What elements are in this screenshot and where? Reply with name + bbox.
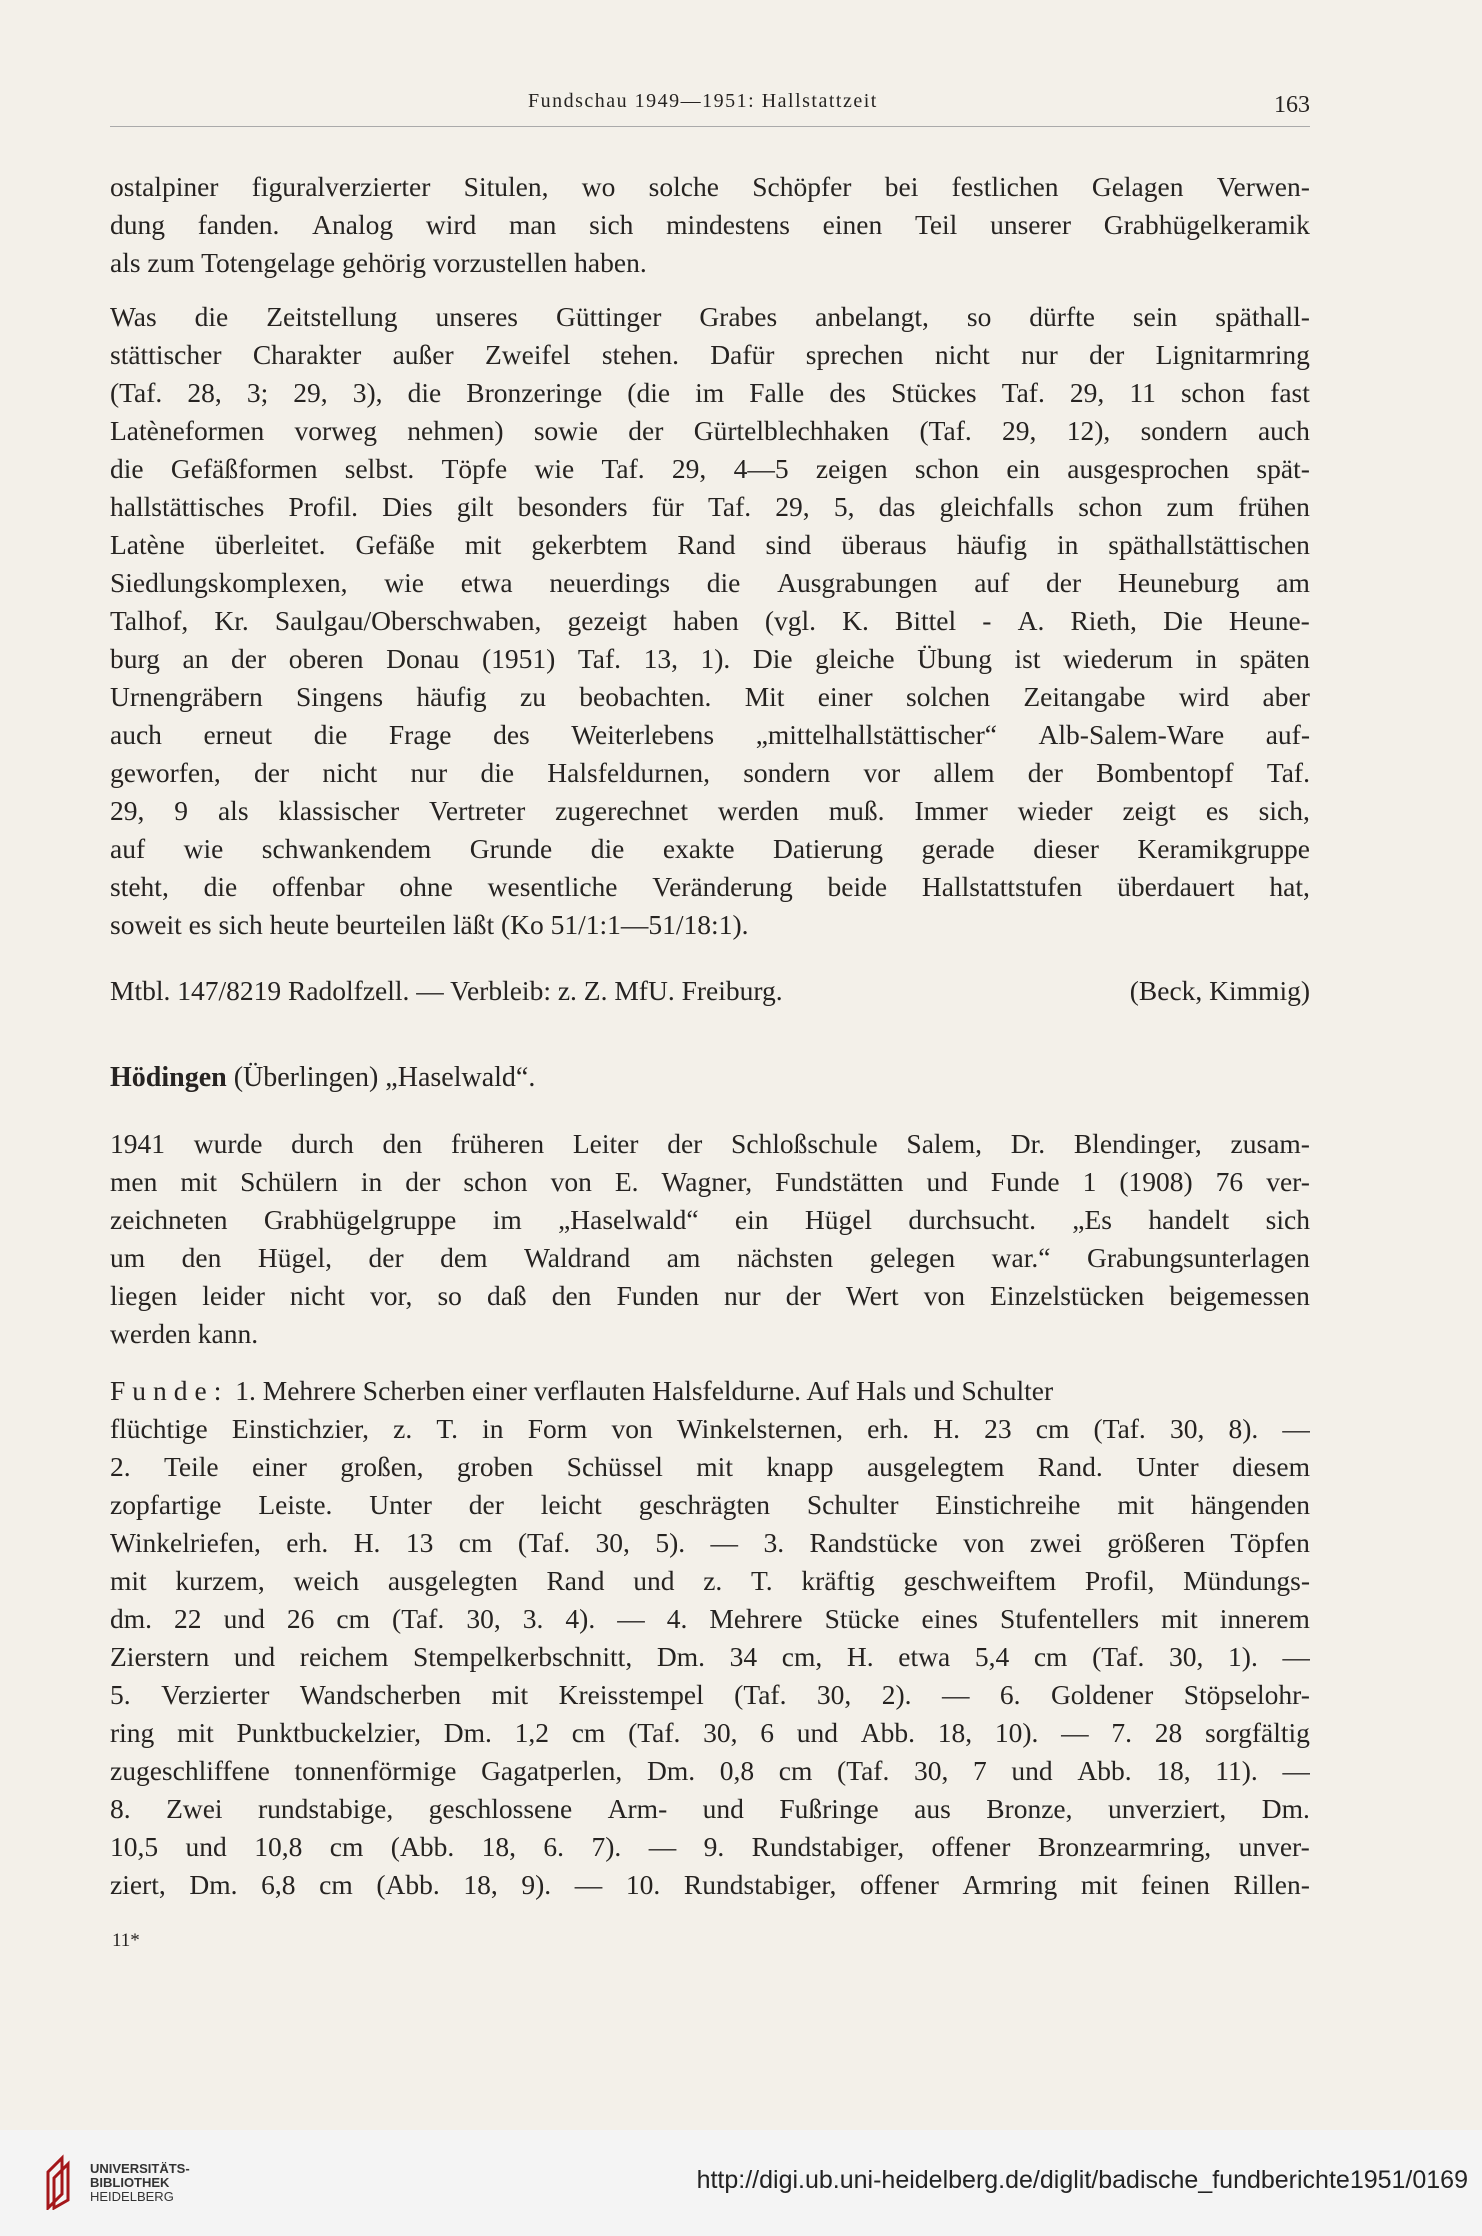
text-line: 8. Zwei rundstabige, geschlossene Arm- und Fußringe aus Bronze, unverziert, Dm. (110, 1793, 1310, 1824)
text-line: 2. Teile einer großen, groben Schüssel mit knapp ausgelegtem Rand. Unter diesem (110, 1451, 1310, 1482)
text-line: mit kurzem, weich ausgelegten Rand und z. T. kräftig geschweiftem Profil, Mündungs- (110, 1565, 1310, 1596)
running-head: Fundschau 1949—1951: Hallstattzeit (528, 90, 878, 112)
page-number: 163 (1274, 92, 1310, 118)
text-line: um den Hügel, der dem Waldrand am nächsten gelegen war.“ Grabungsunterlagen (110, 1242, 1310, 1273)
finds-label: Funde: (110, 1375, 229, 1406)
library-name-line: HEIDELBERG (90, 2189, 174, 2204)
text-line: Latèneformen vorweg nehmen) sowie der Gürtelblechhaken (Taf. 29, 12), sondern auch (110, 415, 1310, 446)
text-line: zugeschliffene tonnenförmige Gagatperlen, Dm. 0,8 cm (Taf. 30, 7 und Abb. 18, 11). — (110, 1755, 1310, 1786)
text-line: dung fanden. Analog wird man sich mindestens einen Teil unserer Grabhügelkeramik (110, 209, 1310, 240)
paragraph-2 (110, 298, 1310, 944)
text-line: zopfartige Leiste. Unter der leicht geschrägten Schulter Einstichreihe mit hängenden (110, 1489, 1310, 1520)
section-title (110, 1062, 535, 1094)
location-note (110, 975, 1310, 1007)
text-line: als zum Totengelage gehörig vorzustellen haben. (110, 247, 647, 278)
permalink-url[interactable]: http://digi.ub.uni-heidelberg.de/diglit/badische_fundberichte1951/0169 (696, 2166, 1468, 2194)
text-line: Siedlungskomplexen, wie etwa neuerdings die Ausgrabungen auf der Heuneburg am (110, 567, 1310, 598)
printer-signature: 11* (112, 1930, 140, 1951)
text-line: auf wie schwankendem Grunde die exakte Datierung gerade dieser Keramikgruppe (110, 833, 1310, 864)
map-sheet-reference: Mtbl. 147/8219 Radolfzell. — Verbleib: z. Z. MfU. Freiburg. (110, 975, 783, 1006)
text-line-first (110, 1372, 1310, 1410)
site-name: Hödingen (110, 1062, 227, 1093)
text-line: flüchtige Einstichzier, z. T. in Form von Winkelsternen, erh. H. 23 cm (Taf. 30, 8). — (110, 1413, 1310, 1444)
library-name-line: BIBLIOTHEK (90, 2175, 170, 2190)
authors: (Beck, Kimmig) (1129, 975, 1310, 1006)
text-line: 29, 9 als klassischer Vertreter zugerechnet werden muß. Immer wieder zeigt es sich, (110, 795, 1310, 826)
footer-bar (0, 2130, 1482, 2236)
text-line: hallstättisches Profil. Dies gilt besonders für Taf. 29, 5, das gleichfalls schon zum frühen (110, 491, 1310, 522)
text-line: soweit es sich heute beurteilen läßt (Ko 51/1:1—51/18:1). (110, 909, 749, 940)
text-line: steht, die offenbar ohne wesentliche Veränderung beide Hallstattstufen überdauert hat, (110, 871, 1310, 902)
text-line: Winkelriefen, erh. H. 13 cm (Taf. 30, 5). — 3. Randstücke von zwei größeren Töpfen (110, 1527, 1310, 1558)
text-line: liegen leider nicht vor, so daß den Funden nur der Wert von Einzelstücken beigemessen (110, 1280, 1310, 1311)
text-line: Was die Zeitstellung unseres Güttinger Grabes anbelangt, so dürfte sein späthall- (110, 301, 1310, 332)
library-name (90, 2162, 190, 2204)
text-line: dm. 22 und 26 cm (Taf. 30, 3. 4). — 4. Mehrere Stücke eines Stufentellers mit innerem (110, 1603, 1310, 1634)
finds-intro: 1. Mehrere Scherben einer verflauten Halsfeldurne. Auf Hals und Schulter (228, 1375, 1054, 1406)
text-line: ostalpiner figuralverzierter Situlen, wo solche Schöpfer bei festlichen Gelagen Verwen- (110, 171, 1310, 202)
text-line: Talhof, Kr. Saulgau/Oberschwaben, gezeigt haben (vgl. K. Bittel - A. Rieth, Die Heune- (110, 605, 1310, 636)
text-line: die Gefäßformen selbst. Töpfe wie Taf. 29, 4—5 zeigen schon ein ausgesprochen spät- (110, 453, 1310, 484)
site-location: (Überlingen) „Haselwald“. (226, 1062, 536, 1093)
text-line: 10,5 und 10,8 cm (Abb. 18, 6. 7). — 9. Rundstabiger, offener Bronzearmring, unver- (110, 1831, 1310, 1862)
text-line: burg an der oberen Donau (1951) Taf. 13, 1). Die gleiche Übung ist wiederum in späten (110, 643, 1310, 674)
header-rule (110, 126, 1310, 127)
text-line: ring mit Punktbuckelzier, Dm. 1,2 cm (Taf. 30, 6 und Abb. 18, 10). — 7. 28 sorgfältig (110, 1717, 1310, 1748)
text-line: ziert, Dm. 6,8 cm (Abb. 18, 9). — 10. Rundstabiger, offener Armring mit feinen Rillen- (110, 1869, 1310, 1900)
text-line: stättischer Charakter außer Zweifel stehen. Dafür sprechen nicht nur der Lignitarmring (110, 339, 1310, 370)
page-header (110, 82, 1310, 132)
text-line: Zierstern und reichem Stempelkerbschnitt, Dm. 34 cm, H. etwa 5,4 cm (Taf. 30, 1). — (110, 1641, 1310, 1672)
ub-heidelberg-logo-icon (42, 2150, 76, 2210)
text-line: Latène überleitet. Gefäße mit gekerbtem Rand sind überaus häufig in späthallstättischen (110, 529, 1310, 560)
text-line: Urnengräbern Singens häufig zu beobachten. Mit einer solchen Zeitangabe wird aber (110, 681, 1310, 712)
text-line: 5. Verzierter Wandscherben mit Kreisstempel (Taf. 30, 2). — 6. Goldener Stöpselohr- (110, 1679, 1310, 1710)
text-line: auch erneut die Frage des Weiterlebens „mittelhallstättischer“ Alb-Salem-Ware auf- (110, 719, 1310, 750)
paragraph-3 (110, 1125, 1310, 1353)
paragraph-1 (110, 168, 1310, 282)
text-line: zeichneten Grabhügelgruppe im „Haselwald“ ein Hügel durchsucht. „Es handelt sich (110, 1204, 1310, 1235)
text-line: (Taf. 28, 3; 29, 3), die Bronzeringe (die im Falle des Stückes Taf. 29, 11 schon fast (110, 377, 1310, 408)
text-line: geworfen, der nicht nur die Halsfeldurnen, sondern vor allem der Bombentopf Taf. (110, 757, 1310, 788)
text-line: men mit Schülern in der schon von E. Wagner, Fundstätten und Funde 1 (1908) 76 ver- (110, 1166, 1310, 1197)
text-line: werden kann. (110, 1318, 259, 1349)
paragraph-finds (110, 1372, 1310, 1904)
library-name-line: UNIVERSITÄTS- (90, 2161, 190, 2176)
text-line: 1941 wurde durch den früheren Leiter der Schloßschule Salem, Dr. Blendinger, zusam- (110, 1128, 1310, 1159)
